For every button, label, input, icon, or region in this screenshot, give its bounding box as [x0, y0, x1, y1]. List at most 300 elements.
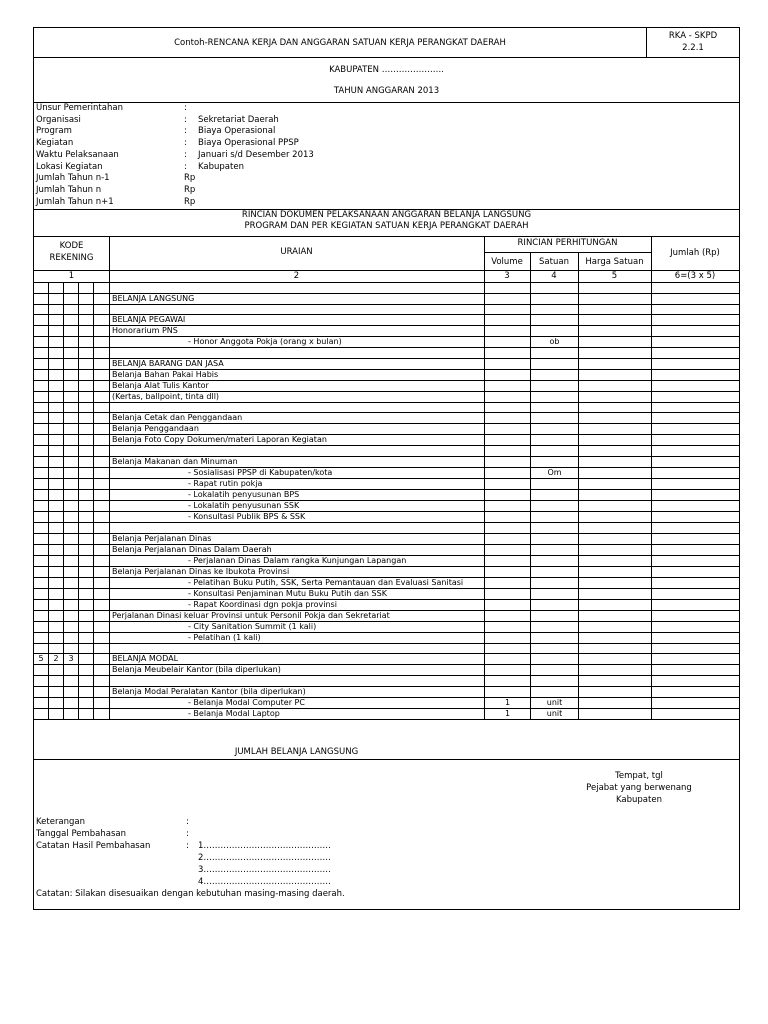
- kode-rekening-cell: [94, 348, 110, 359]
- kode-rekening-cell: [94, 665, 110, 676]
- col-number: 3: [504, 271, 510, 281]
- kode-rekening-cell: [94, 697, 110, 708]
- jumlah-cell: [652, 467, 740, 478]
- jumlah-cell: [652, 293, 740, 304]
- kode-rekening-cell: [64, 511, 79, 522]
- kode-rekening-cell: [94, 643, 110, 654]
- kode-rekening-cell: [79, 337, 94, 348]
- table-row: [34, 326, 740, 337]
- table-row: [34, 632, 740, 643]
- satuan-cell: [531, 348, 579, 359]
- header-harga: Harga Satuan: [585, 257, 644, 267]
- jumlah-cell: [652, 446, 740, 457]
- kode-rekening-cell: [94, 293, 110, 304]
- satuan-cell: [531, 446, 579, 457]
- kode-rekening-cell: [79, 326, 94, 337]
- harga-satuan-cell: [579, 283, 652, 294]
- table-row: [34, 555, 740, 566]
- volume-cell: [485, 566, 531, 577]
- uraian-cell: BELANJA MODAL: [110, 654, 485, 665]
- uraian-cell: Perjalanan Dinasi keluar Provinsi untuk Personil Pokja dan Sekretariat: [110, 610, 485, 621]
- uraian-cell: [110, 446, 485, 457]
- kode-rekening-cell: [79, 522, 94, 533]
- harga-satuan-cell: [579, 315, 652, 326]
- kode-rekening-cell: [94, 369, 110, 380]
- satuan-cell: [531, 456, 579, 467]
- kode-rekening-cell: [64, 555, 79, 566]
- kode-rekening-cell: [34, 621, 49, 632]
- uraian-cell: - Belanja Modal Laptop: [110, 708, 485, 719]
- kode-rekening-cell: [34, 566, 49, 577]
- kode-rekening-cell: [94, 610, 110, 621]
- volume-cell: [485, 380, 531, 391]
- sign-official: Pejabat yang berwenang: [586, 783, 692, 793]
- harga-satuan-cell: [579, 522, 652, 533]
- kode-rekening-cell: [34, 511, 49, 522]
- satuan-cell: [531, 511, 579, 522]
- volume-cell: [485, 511, 531, 522]
- kode-rekening-cell: [34, 489, 49, 500]
- kode-rekening-cell: [79, 293, 94, 304]
- kode-rekening-cell: [79, 413, 94, 424]
- kode-rekening-cell: [79, 621, 94, 632]
- volume-cell: [485, 533, 531, 544]
- kode-rekening-cell: [94, 566, 110, 577]
- uraian-cell: - Sosialisasi PPSP di Kabupaten/kota: [110, 467, 485, 478]
- kode-rekening-cell: [34, 283, 49, 294]
- volume-cell: 1: [485, 708, 531, 719]
- harga-satuan-cell: [579, 489, 652, 500]
- volume-cell: [485, 424, 531, 435]
- tahun-anggaran: TAHUN ANGGARAN 2013: [333, 86, 440, 96]
- kode-rekening-cell: [34, 456, 49, 467]
- harga-satuan-cell: [579, 293, 652, 304]
- volume-cell: [485, 456, 531, 467]
- table-row: [34, 522, 740, 533]
- kode-rekening-cell: [94, 654, 110, 665]
- kode-rekening-cell: [49, 555, 64, 566]
- satuan-cell: [531, 304, 579, 315]
- harga-satuan-cell: [579, 511, 652, 522]
- uraian-cell: [110, 402, 485, 413]
- harga-satuan-cell: [579, 610, 652, 621]
- harga-satuan-cell: [579, 686, 652, 697]
- kode-rekening-cell: [34, 676, 49, 687]
- volume-cell: [485, 315, 531, 326]
- info-value: Biaya Operasional: [198, 126, 276, 137]
- harga-satuan-cell: [579, 621, 652, 632]
- volume-cell: [485, 337, 531, 348]
- kode-rekening-cell: [64, 283, 79, 294]
- kode-rekening-cell: [34, 588, 49, 599]
- info-value: Januari s/d Desember 2013: [198, 149, 314, 160]
- kode-rekening-cell: [34, 424, 49, 435]
- kode-rekening-cell: [64, 577, 79, 588]
- volume-cell: [485, 391, 531, 402]
- satuan-cell: [531, 478, 579, 489]
- harga-satuan-cell: [579, 599, 652, 610]
- volume-cell: [485, 500, 531, 511]
- harga-satuan-cell: [579, 348, 652, 359]
- table-row: [34, 380, 740, 391]
- harga-satuan-cell: [579, 555, 652, 566]
- kode-rekening-cell: [34, 599, 49, 610]
- satuan-cell: [531, 489, 579, 500]
- kode-rekening-cell: [64, 533, 79, 544]
- kode-rekening-cell: [79, 708, 94, 719]
- jumlah-cell: [652, 348, 740, 359]
- jumlah-cell: [652, 555, 740, 566]
- table-row: [34, 665, 740, 676]
- kode-rekening-cell: [94, 511, 110, 522]
- kode-rekening-cell: [34, 326, 49, 337]
- kode-rekening-cell: [49, 686, 64, 697]
- jumlah-cell: [652, 424, 740, 435]
- jumlah-cell: [652, 643, 740, 654]
- kode-rekening-cell: [49, 533, 64, 544]
- total-row: [34, 747, 739, 759]
- kode-rekening-cell: [79, 369, 94, 380]
- jumlah-cell: [652, 456, 740, 467]
- uraian-cell: [110, 676, 485, 687]
- volume-cell: [485, 686, 531, 697]
- harga-satuan-cell: [579, 577, 652, 588]
- table-row: [34, 358, 740, 369]
- kode-rekening-cell: [79, 676, 94, 687]
- info-value: Kabupaten: [198, 161, 244, 172]
- kode-rekening-cell: [34, 522, 49, 533]
- satuan-cell: [531, 665, 579, 676]
- kode-rekening-cell: [94, 544, 110, 555]
- kode-rekening-cell: [49, 293, 64, 304]
- kode-rekening-cell: [94, 337, 110, 348]
- kode-rekening-cell: [94, 577, 110, 588]
- info-separator: :: [184, 103, 187, 113]
- harga-satuan-cell: [579, 337, 652, 348]
- table-header: [34, 236, 739, 281]
- kode-rekening-cell: [49, 424, 64, 435]
- uraian-cell: Belanja Penggandaan: [110, 424, 485, 435]
- kode-rekening-cell: 2: [49, 654, 64, 665]
- jumlah-cell: [652, 599, 740, 610]
- tanggal-label: Tanggal Pembahasan: [36, 829, 127, 839]
- kode-rekening-cell: [94, 467, 110, 478]
- kode-rekening-cell: [49, 380, 64, 391]
- harga-satuan-cell: [579, 478, 652, 489]
- jumlah-cell: [652, 577, 740, 588]
- satuan-cell: [531, 293, 579, 304]
- kode-rekening-cell: [79, 467, 94, 478]
- volume-cell: [485, 665, 531, 676]
- uraian-cell: Belanja Perjalanan Dinas Dalam Daerah: [110, 544, 485, 555]
- table-row: [34, 315, 740, 326]
- uraian-cell: - Rapat Koordinasi dgn pokja provinsi: [110, 599, 485, 610]
- kode-rekening-cell: [94, 446, 110, 457]
- volume-cell: [485, 402, 531, 413]
- rincian-title-2: PROGRAM DAN PER KEGIATAN SATUAN KERJA PERANGKAT DAERAH: [244, 221, 529, 231]
- kode-rekening-cell: [94, 621, 110, 632]
- uraian-cell: Belanja Bahan Pakai Habis: [110, 369, 485, 380]
- table-row: [34, 467, 740, 478]
- kode-rekening-cell: [34, 533, 49, 544]
- table-row: [34, 446, 740, 457]
- kode-rekening-cell: [49, 326, 64, 337]
- kode-rekening-cell: [64, 697, 79, 708]
- table-row: [34, 348, 740, 359]
- uraian-cell: Honorarium PNS: [110, 326, 485, 337]
- satuan-cell: unit: [531, 708, 579, 719]
- kode-rekening-cell: [34, 402, 49, 413]
- volume-cell: [485, 544, 531, 555]
- header-kode: KODE: [59, 241, 84, 251]
- harga-satuan-cell: [579, 588, 652, 599]
- kode-rekening-cell: [34, 293, 49, 304]
- volume-cell: [485, 326, 531, 337]
- kode-rekening-cell: [79, 424, 94, 435]
- volume-cell: [485, 577, 531, 588]
- jumlah-cell: [652, 665, 740, 676]
- satuan-cell: ob: [531, 337, 579, 348]
- uraian-cell: - Konsultasi Penjaminan Mutu Buku Putih dan SSK: [110, 588, 485, 599]
- info-separator: :: [184, 114, 187, 125]
- kode-rekening-cell: [79, 435, 94, 446]
- jumlah-cell: [652, 522, 740, 533]
- kode-rekening-cell: [94, 315, 110, 326]
- table-row: [34, 413, 740, 424]
- table-row: [34, 435, 740, 446]
- table-row: [34, 643, 740, 654]
- info-separator: Rp: [184, 173, 196, 184]
- volume-cell: [485, 293, 531, 304]
- uraian-cell: Belanja Modal Peralatan Kantor (bila diperlukan): [110, 686, 485, 697]
- kode-rekening-cell: [64, 566, 79, 577]
- jumlah-cell: [652, 621, 740, 632]
- info-separator: Rp: [184, 184, 196, 195]
- satuan-cell: [531, 500, 579, 511]
- col-number: 1: [68, 271, 75, 281]
- kode-rekening-cell: [79, 283, 94, 294]
- uraian-cell: - Pelatihan (1 kali): [110, 632, 485, 643]
- table-row: [34, 610, 740, 621]
- volume-cell: [485, 632, 531, 643]
- table-row: [34, 544, 740, 555]
- keterangan-label: Keterangan: [36, 817, 86, 827]
- harga-satuan-cell: [579, 424, 652, 435]
- header-uraian: URAIAN: [280, 247, 313, 257]
- harga-satuan-cell: [579, 358, 652, 369]
- uraian-cell: [110, 283, 485, 294]
- col-number: 2: [293, 271, 300, 281]
- volume-cell: [485, 489, 531, 500]
- harga-satuan-cell: [579, 697, 652, 708]
- jumlah-cell: [652, 283, 740, 294]
- harga-satuan-cell: [579, 632, 652, 643]
- table-row: [34, 697, 740, 708]
- jumlah-cell: [652, 304, 740, 315]
- uraian-cell: - Konsultasi Publik BPS & SSK: [110, 511, 485, 522]
- info-label: Organisasi: [36, 114, 81, 125]
- volume-cell: [485, 676, 531, 687]
- table-row: [34, 478, 740, 489]
- kode-rekening-cell: [34, 446, 49, 457]
- table-row: [34, 424, 740, 435]
- kode-rekening-cell: [49, 708, 64, 719]
- info-value: Biaya Operasional PPSP: [198, 138, 299, 149]
- kode-rekening-cell: [64, 358, 79, 369]
- satuan-cell: [531, 533, 579, 544]
- info-label: Kegiatan: [36, 138, 74, 149]
- kode-rekening-cell: [64, 599, 79, 610]
- kode-rekening-cell: [94, 304, 110, 315]
- kode-rekening-cell: [34, 610, 49, 621]
- volume-cell: [485, 654, 531, 665]
- kode-rekening-cell: [34, 369, 49, 380]
- kode-rekening-cell: [94, 326, 110, 337]
- table-row: [34, 599, 740, 610]
- kode-rekening-cell: [49, 435, 64, 446]
- kode-rekening-cell: [94, 456, 110, 467]
- satuan-cell: [531, 380, 579, 391]
- kode-rekening-cell: [34, 413, 49, 424]
- kode-rekening-cell: [49, 478, 64, 489]
- kode-rekening-cell: [64, 544, 79, 555]
- kode-rekening-cell: [94, 424, 110, 435]
- jumlah-cell: [652, 533, 740, 544]
- uraian-cell: [110, 304, 485, 315]
- kode-rekening-cell: [34, 632, 49, 643]
- volume-cell: [485, 643, 531, 654]
- table-row: [34, 369, 740, 380]
- uraian-cell: - Perjalanan Dinas Dalam rangka Kunjungan Lapangan: [110, 555, 485, 566]
- info-separator: Rp: [184, 196, 196, 207]
- header-volume: Volume: [491, 257, 523, 267]
- colon: :: [186, 817, 189, 827]
- kode-rekening-cell: [79, 446, 94, 457]
- divider: [34, 102, 739, 103]
- satuan-cell: [531, 402, 579, 413]
- satuan-cell: [531, 610, 579, 621]
- info-label: Lokasi Kegiatan: [36, 161, 103, 172]
- table-row: [34, 686, 740, 697]
- kode-rekening-cell: [49, 577, 64, 588]
- uraian-cell: [110, 643, 485, 654]
- harga-satuan-cell: [579, 676, 652, 687]
- jumlah-cell: [652, 315, 740, 326]
- kode-rekening-cell: [34, 478, 49, 489]
- uraian-cell: [110, 522, 485, 533]
- kode-rekening-cell: [64, 424, 79, 435]
- kode-rekening-cell: [79, 599, 94, 610]
- harga-satuan-cell: [579, 544, 652, 555]
- budget-table: [33, 282, 740, 720]
- kode-rekening-cell: [49, 588, 64, 599]
- kode-rekening-cell: [49, 566, 64, 577]
- kode-rekening-cell: [64, 522, 79, 533]
- jumlah-cell: [652, 544, 740, 555]
- volume-cell: [485, 446, 531, 457]
- jumlah-cell: [652, 413, 740, 424]
- table-row: [34, 621, 740, 632]
- table-row: [34, 304, 740, 315]
- kode-rekening-cell: [49, 304, 64, 315]
- info-separator: :: [184, 126, 187, 137]
- kode-rekening-cell: [79, 511, 94, 522]
- kode-rekening-cell: [94, 500, 110, 511]
- satuan-cell: [531, 544, 579, 555]
- kode-rekening-cell: [79, 456, 94, 467]
- kode-rekening-cell: [64, 588, 79, 599]
- satuan-cell: [531, 522, 579, 533]
- satuan-cell: [531, 435, 579, 446]
- kode-rekening-cell: [34, 391, 49, 402]
- jumlah-cell: [652, 326, 740, 337]
- kode-rekening-cell: [64, 435, 79, 446]
- table-row: [34, 391, 740, 402]
- table-row: [34, 500, 740, 511]
- table-row: [34, 566, 740, 577]
- table-row: [34, 654, 740, 665]
- kode-rekening-cell: [79, 610, 94, 621]
- jumlah-cell: [652, 380, 740, 391]
- kode-rekening-cell: [49, 391, 64, 402]
- table-row: [34, 588, 740, 599]
- table-row: [34, 676, 740, 687]
- volume-cell: [485, 522, 531, 533]
- kode-rekening-cell: [49, 500, 64, 511]
- kode-rekening-cell: 3: [64, 654, 79, 665]
- harga-satuan-cell: [579, 456, 652, 467]
- info-separator: :: [184, 138, 187, 149]
- kode-rekening-cell: [64, 369, 79, 380]
- table-row: [34, 293, 740, 304]
- kode-rekening-cell: [34, 435, 49, 446]
- kode-rekening-cell: [64, 610, 79, 621]
- kode-rekening-cell: [49, 599, 64, 610]
- header-rincian: RINCIAN PERHITUNGAN: [517, 238, 618, 248]
- col-number: 5: [611, 271, 618, 281]
- satuan-cell: [531, 643, 579, 654]
- kode-rekening-cell: [49, 665, 64, 676]
- info-separator: :: [184, 149, 187, 160]
- uraian-cell: BELANJA LANGSUNG: [110, 293, 485, 304]
- uraian-cell: - Rapat rutin pokja: [110, 478, 485, 489]
- jumlah-cell: [652, 588, 740, 599]
- volume-cell: 1: [485, 697, 531, 708]
- volume-cell: [485, 304, 531, 315]
- kode-rekening-cell: [64, 402, 79, 413]
- satuan-cell: [531, 632, 579, 643]
- kode-rekening-cell: [49, 511, 64, 522]
- kode-rekening-cell: [64, 632, 79, 643]
- kode-rekening-cell: [34, 544, 49, 555]
- kode-rekening-cell: [64, 478, 79, 489]
- kode-rekening-cell: [79, 391, 94, 402]
- kode-rekening-cell: [79, 643, 94, 654]
- volume-cell: [485, 413, 531, 424]
- satuan-cell: [531, 588, 579, 599]
- satuan-cell: unit: [531, 697, 579, 708]
- kode-rekening-cell: [79, 348, 94, 359]
- kode-rekening-cell: [49, 348, 64, 359]
- kode-rekening-cell: [79, 555, 94, 566]
- volume-cell: [485, 621, 531, 632]
- kode-rekening-cell: [64, 315, 79, 326]
- harga-satuan-cell: [579, 665, 652, 676]
- divider: [34, 57, 739, 58]
- kode-rekening-cell: [64, 304, 79, 315]
- satuan-cell: [531, 391, 579, 402]
- kode-rekening-cell: [49, 358, 64, 369]
